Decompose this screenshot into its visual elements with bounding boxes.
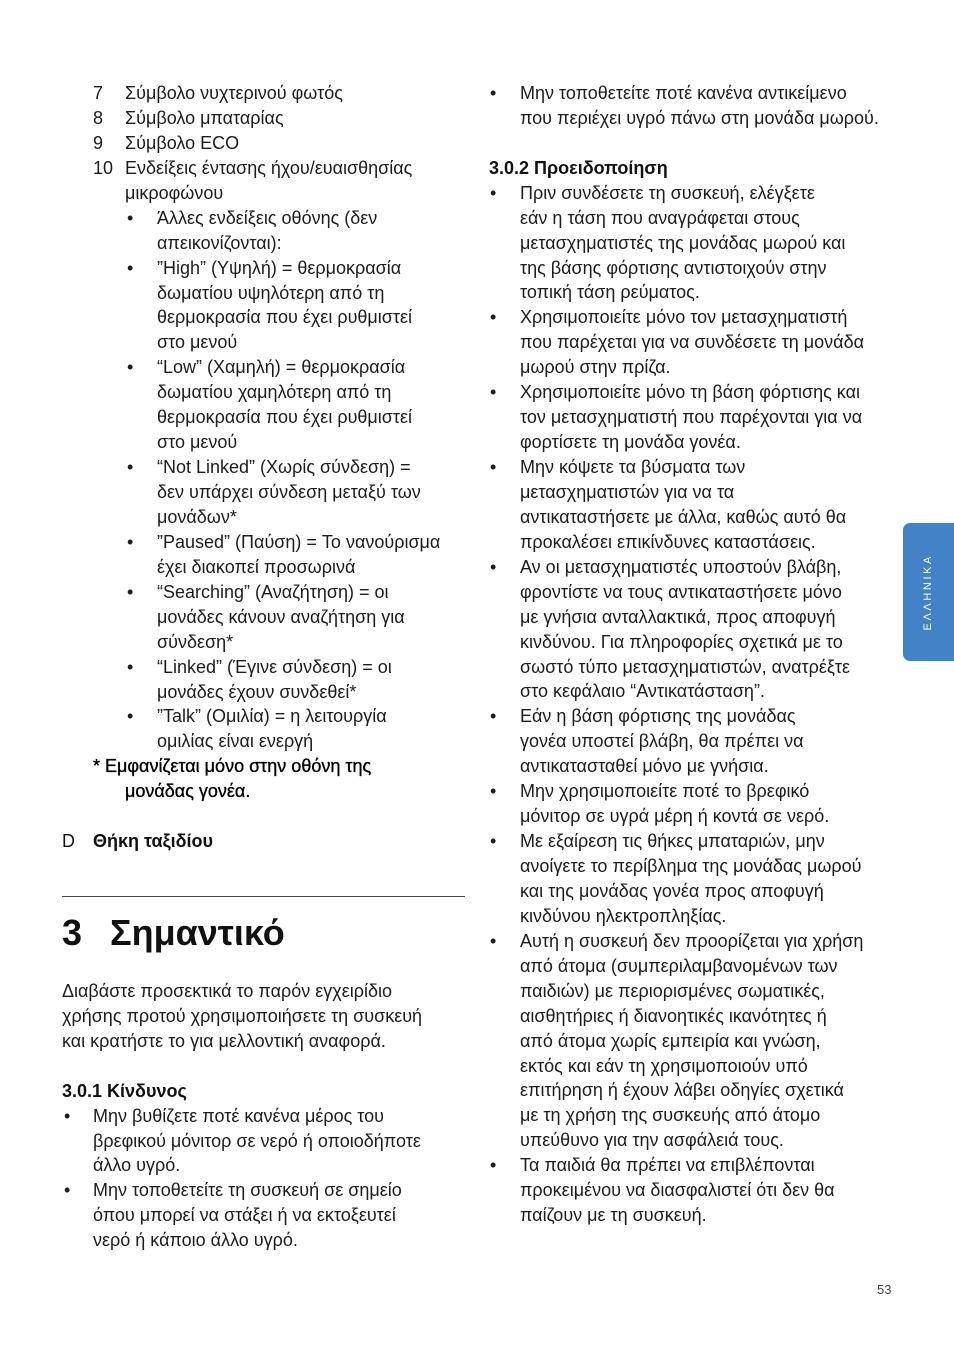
bullet-marker: • (490, 1155, 497, 1176)
bullet-marker: • (490, 382, 497, 403)
symbol-item-text: Σύμβολο ECO (125, 132, 240, 153)
danger-text: Μην βυθίζετε ποτέ κανένα μέρος του βρεφικού μόνιτορ σε νερό ή οποιοδήποτε άλλο υγρό. (93, 1105, 421, 1176)
bullet-marker: • (127, 257, 134, 278)
warning-list (489, 181, 864, 1228)
bullet-marker: • (127, 531, 134, 552)
language-tab-label: ΕΛΛΗΝΙΚΑ (922, 553, 934, 631)
indication-text: “Linked” (Έγινε σύνδεση) = οι μονάδες έχουν συνδεθεί* (157, 656, 392, 702)
symbol-item (93, 106, 440, 131)
danger-list (62, 1104, 421, 1254)
bullet-marker: • (490, 457, 497, 477)
warning-item (489, 1153, 864, 1228)
parent-unit-footnote: * Εμφανίζεται μόνο στην οθόνη της μονάδας γονέα. (93, 756, 372, 802)
warning-item (489, 929, 864, 1153)
symbol-item-number: 10 (93, 157, 114, 178)
warning-item (489, 305, 864, 380)
symbol-item (93, 81, 440, 106)
bullet-marker: • (127, 656, 134, 677)
page-number: 53 (877, 1282, 892, 1297)
chapter-heading (62, 913, 285, 953)
indication-item (125, 455, 440, 530)
bullet-marker: • (127, 357, 134, 378)
bullet-marker: • (490, 83, 497, 103)
indication-text: ”Talk” (Ομιλία) = η λειτουργία ομιλίας είναι ενεργή (157, 706, 387, 752)
warning-heading: 3.0.2 Προειδοποίηση (489, 157, 668, 178)
indication-text: “Low” (Χαμηλή) = θερμοκρασία δωματίου χαμηλότερη από τη θερμοκρασία που έχει ρυθμιστεί στο μενού (157, 357, 413, 453)
warning-text: Πριν συνδέσετε τη συσκευή, ελέγξετε εάν η τάση που αναγράφεται στους μετασχηματιστές της μονάδας μωρού και της βάσης φόρτισης αντιστοιχούν στην τοπική τάση ρεύματος. (520, 182, 846, 303)
warning-text: Αυτή η συσκευή δεν προορίζεται για χρήση από άτομα (συμπεριλαμβανομένων των παιδιών) με περιορισμένες σωματικές, αισθητήριες ή διανοητικές ικανότητες ή από άτομα χωρίς εμπειρία και γνώση, εκτός και εάν τη χρησιμοποιούν υπό επιτήρηση ή έχουν λάβει οδηγίες σχετικά με τη χρήση της συσκευής από άτομο υπεύθυνο για την ασφάλειά τους. (520, 930, 864, 1151)
symbol-item (93, 131, 440, 156)
indication-text: ”Paused” (Παύση) = Το νανούρισμα έχει διακοπεί προσωρινά (157, 531, 441, 577)
warning-text: Χρησιμοποιείτε μόνο τον μετασχηματιστή που παρέχεται για να συνδέσετε τη μονάδα μωρού στην πρίζα. (520, 307, 865, 378)
danger-item (489, 81, 879, 131)
bullet-marker: • (490, 930, 497, 951)
danger-text: Μην τοποθετείτε τη συσκευή σε σημείο όπου μπορεί να στάξει ή να εκτοξευτεί νερό ή κάποιο άλλο υγρό. (93, 1180, 402, 1251)
indication-item (125, 355, 440, 455)
bullet-marker: • (127, 457, 134, 478)
symbol-item-text: Σύμβολο νυχτερινού φωτός (125, 83, 343, 103)
indication-item (125, 530, 440, 580)
warning-item (489, 555, 864, 705)
danger-item (62, 1178, 421, 1253)
bullet-marker: • (490, 706, 497, 727)
warning-item (489, 380, 864, 455)
bullet-marker: • (64, 1180, 71, 1201)
danger-heading: 3.0.1 Κίνδυνος (62, 1080, 187, 1101)
intro-paragraph: Διαβάστε προσεκτικά το παρόν εγχειρίδιο χρήσης προτού χρησιμοποιήσετε τη συσκευή και κρατήστε το για μελλοντική αναφορά. (62, 981, 423, 1051)
warning-item (489, 829, 864, 929)
warning-item (489, 181, 864, 306)
language-tab (903, 523, 954, 661)
warning-item (489, 779, 864, 829)
indication-text: ”High” (Υψηλή) = θερμοκρασία δωματίου υψηλότερη από τη θερμοκρασία που έχει ρυθμιστεί στο μενού (157, 257, 413, 353)
warning-text: Με εξαίρεση τις θήκες μπαταριών, μην ανοίγετε το περίβλημα της μονάδας μωρού και της μονάδας γονέα προς αποφυγή κινδύνου ηλεκτροπληξίας. (520, 831, 862, 926)
warning-item (489, 455, 864, 555)
bullet-marker: • (490, 307, 497, 328)
bullet-marker: • (127, 207, 134, 228)
chapter-divider (62, 896, 465, 897)
display-indications-list (125, 206, 440, 755)
warning-text: Τα παιδιά θα πρέπει να επιβλέπονται προκειμένου να διασφαλιστεί ότι δεν θα παίζουν με τη συσκευή. (520, 1155, 835, 1226)
indication-text: “Not Linked” (Χωρίς σύνδεση) = δεν υπάρχει σύνδεση μεταξύ των μονάδων* (157, 457, 421, 527)
indication-item (125, 256, 440, 356)
indication-item (125, 655, 440, 705)
bullet-marker: • (127, 581, 134, 602)
chapter-title: Σημαντικό (110, 912, 285, 953)
section-letter: D (62, 831, 75, 852)
warning-text: Εάν η βάση φόρτισης της μονάδας γονέα υποστεί βλάβη, θα πρέπει να αντικατασταθεί μόνο με γνήσια. (520, 706, 804, 777)
bullet-marker: • (490, 781, 497, 802)
warning-text: Χρησιμοποιείτε μόνο τη βάση φόρτισης και τον μετασχηματιστή που παρέχονται για να φορτίσετε τη μονάδα γονέα. (520, 382, 863, 453)
bullet-marker: • (490, 182, 497, 203)
indication-item (125, 580, 440, 655)
indication-item (125, 206, 440, 256)
chapter-number: 3 (62, 912, 83, 953)
warning-item (489, 704, 864, 779)
bullet-marker: • (490, 556, 497, 577)
symbol-item (93, 156, 440, 206)
indication-text: “Searching” (Αναζήτηση) = οι μονάδες κάνουν αναζήτηση για σύνδεση* (157, 581, 405, 652)
symbol-item-number: 9 (93, 132, 104, 153)
danger-list-continued (489, 81, 879, 131)
section-d-heading (62, 829, 213, 854)
bullet-marker: • (127, 706, 134, 727)
bullet-marker: • (490, 831, 497, 852)
indication-text: Άλλες ενδείξεις οθόνης (δεν απεικονίζονται): (157, 207, 378, 253)
display-symbols-list (93, 81, 440, 804)
symbol-item-text: Ενδείξεις έντασης ήχου/ευαισθησίας μικροφώνου (125, 157, 413, 203)
symbol-item-text: Σύμβολο μπαταρίας (125, 107, 284, 128)
symbol-item-number: 7 (93, 83, 104, 103)
danger-item (62, 1104, 421, 1179)
indication-item (125, 704, 440, 754)
bullet-marker: • (64, 1105, 71, 1126)
warning-text: Μην κόψετε τα βύσματα των μετασχηματιστών για να τα αντικαταστήσετε με άλλα, καθώς αυτό θα προκαλέσει επικίνδυνες καταστάσεις. (520, 457, 847, 552)
warning-text: Μην χρησιμοποιείτε ποτέ το βρεφικό μόνιτορ σε υγρά μέρη ή κοντά σε νερό. (520, 781, 830, 827)
symbol-item-number: 8 (93, 107, 104, 128)
danger-text: Μην τοποθετείτε ποτέ κανένα αντικείμενο που περιέχει υγρό πάνω στη μονάδα μωρού. (520, 83, 879, 128)
warning-text: Αν οι μετασχηματιστές υποστούν βλάβη, φροντίστε να τους αντικαταστήσετε μόνο με γνήσια ανταλλακτικά, προς αποφυγή κινδύνου. Για πληροφορίες σχετικά με το σωστό τύπο μετασχηματιστών, ανατρέξτε στο κεφάλαιο “Αντικατάσταση”. (520, 556, 851, 702)
section-title: Θήκη ταξιδίου (93, 831, 214, 852)
